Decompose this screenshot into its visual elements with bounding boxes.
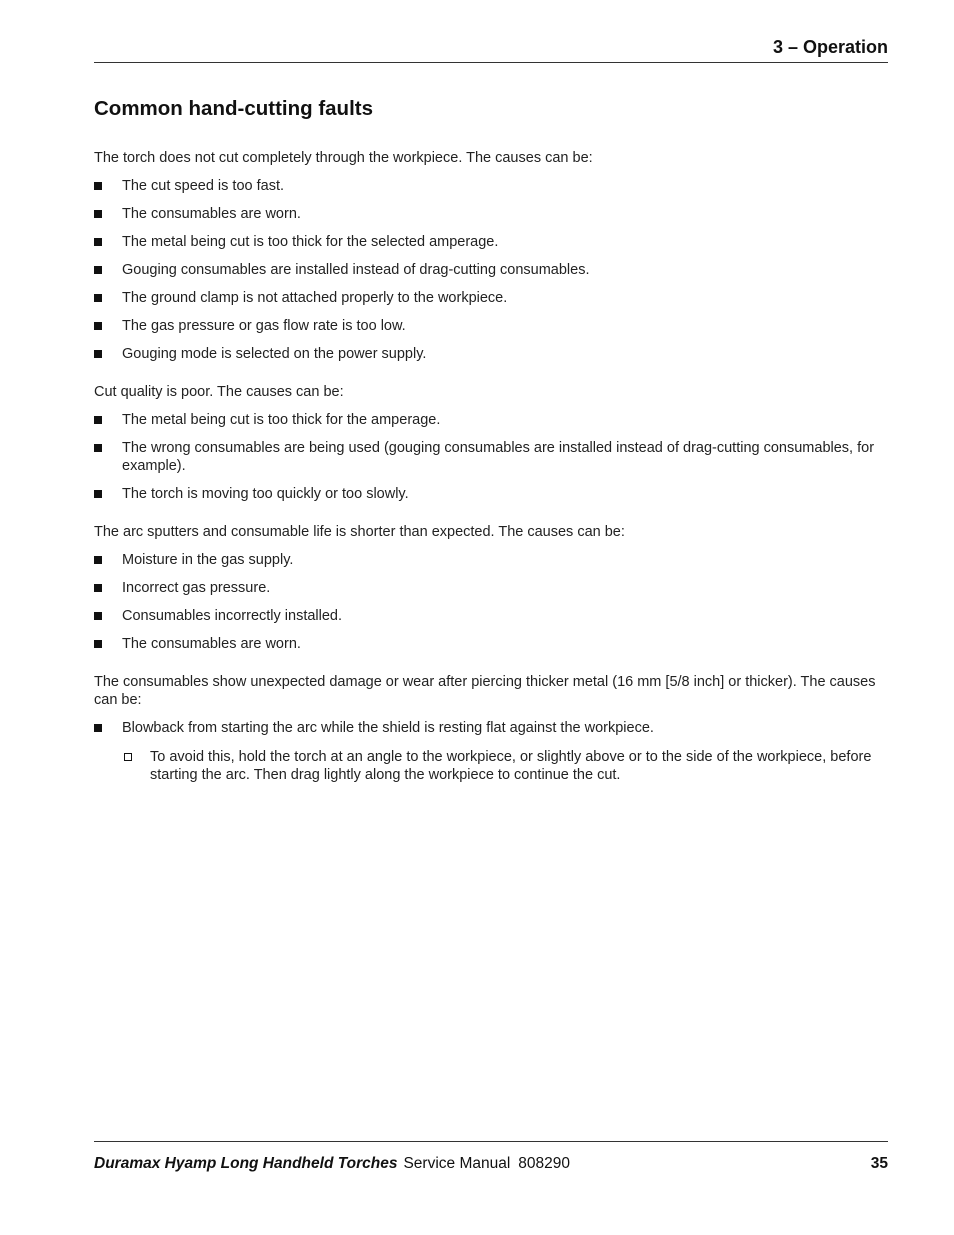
- manual-number: 808290: [518, 1155, 571, 1172]
- square-bullet-icon: [94, 444, 102, 452]
- list-item-text: Blowback from starting the arc while the shield is resting flat against the workpiece.: [122, 720, 654, 736]
- list-item: [94, 607, 888, 625]
- list-item-text: Incorrect gas pressure.: [122, 580, 271, 596]
- list-item-text: The metal being cut is too thick for the selected amperage.: [122, 234, 499, 250]
- list-item-text: Consumables incorrectly installed.: [122, 608, 343, 624]
- sub-list-item-text: To avoid this, hold the torch at an angle to the workpiece, or slightly above or to the side of the workpiece, before starting the arc. Then drag lightly along the workpiece to continue the cut.: [150, 749, 872, 783]
- square-bullet-icon: [94, 724, 102, 732]
- product-name: Duramax Hyamp Long Handheld Torches: [94, 1155, 398, 1172]
- list-item-text: The metal being cut is too thick for the amperage.: [122, 412, 441, 428]
- list-item: [94, 411, 888, 429]
- list-item: [94, 439, 888, 475]
- header-divider: [94, 62, 888, 63]
- cause-list: [94, 411, 888, 503]
- footer-divider: [94, 1141, 888, 1142]
- list-item: [94, 261, 888, 279]
- fault-section-arc-sputters: [94, 523, 888, 653]
- main-content: [94, 97, 888, 804]
- hollow-square-bullet-icon: [124, 753, 132, 761]
- sub-list-item: [122, 748, 888, 784]
- square-bullet-icon: [94, 322, 102, 330]
- list-item-text: The torch is moving too quickly or too slowly.: [122, 486, 409, 502]
- cause-list: [94, 551, 888, 653]
- list-item: [94, 635, 888, 653]
- page-title: Common hand-cutting faults: [94, 97, 374, 120]
- square-bullet-icon: [94, 490, 102, 498]
- list-item-text: Moisture in the gas supply.: [122, 552, 294, 568]
- list-item: [94, 289, 888, 307]
- square-bullet-icon: [94, 238, 102, 246]
- section-intro: The consumables show unexpected damage or wear after piercing thicker metal (16 mm [5/8 inch] or thicker). The causes can be:: [94, 674, 876, 708]
- list-item-text: The cut speed is too fast.: [122, 178, 285, 194]
- sub-list: [122, 748, 888, 784]
- square-bullet-icon: [94, 640, 102, 648]
- manual-label: Service Manual: [403, 1155, 511, 1172]
- list-item: [94, 317, 888, 335]
- list-item: [94, 177, 888, 195]
- list-item: [94, 233, 888, 251]
- list-item-text: The gas pressure or gas flow rate is too low.: [122, 318, 406, 334]
- list-item-text: Gouging consumables are installed instead of drag-cutting consumables.: [122, 262, 590, 278]
- list-item: [94, 579, 888, 597]
- list-item-text: The consumables are worn.: [122, 206, 301, 222]
- section-intro: Cut quality is poor. The causes can be:: [94, 384, 344, 400]
- fault-section-incomplete-cut: [94, 149, 888, 363]
- list-item: [94, 485, 888, 503]
- list-item: [94, 551, 888, 569]
- section-intro: The torch does not cut completely through the workpiece. The causes can be:: [94, 150, 593, 166]
- list-item-text: Gouging mode is selected on the power supply.: [122, 346, 427, 362]
- list-item: [94, 719, 888, 784]
- chapter-header: 3 – Operation: [772, 37, 888, 57]
- square-bullet-icon: [94, 556, 102, 564]
- page-number: 35: [870, 1155, 888, 1172]
- list-item: [94, 205, 888, 223]
- fault-section-poor-quality: [94, 383, 888, 503]
- list-item-text: The ground clamp is not attached properly to the workpiece.: [122, 290, 508, 306]
- list-item: [94, 345, 888, 363]
- square-bullet-icon: [94, 584, 102, 592]
- square-bullet-icon: [94, 210, 102, 218]
- cause-list: [94, 177, 888, 363]
- square-bullet-icon: [94, 416, 102, 424]
- fault-section-consumable-damage: [94, 673, 888, 784]
- square-bullet-icon: [94, 182, 102, 190]
- square-bullet-icon: [94, 266, 102, 274]
- square-bullet-icon: [94, 350, 102, 358]
- square-bullet-icon: [94, 294, 102, 302]
- list-item-text: The consumables are worn.: [122, 636, 301, 652]
- cause-list: [94, 719, 888, 784]
- page-footer: [94, 1155, 888, 1173]
- section-intro: The arc sputters and consumable life is shorter than expected. The causes can be:: [94, 524, 625, 540]
- square-bullet-icon: [94, 612, 102, 620]
- list-item-text: The wrong consumables are being used (gouging consumables are installed instead of drag-cutting consumables, for example).: [122, 440, 875, 474]
